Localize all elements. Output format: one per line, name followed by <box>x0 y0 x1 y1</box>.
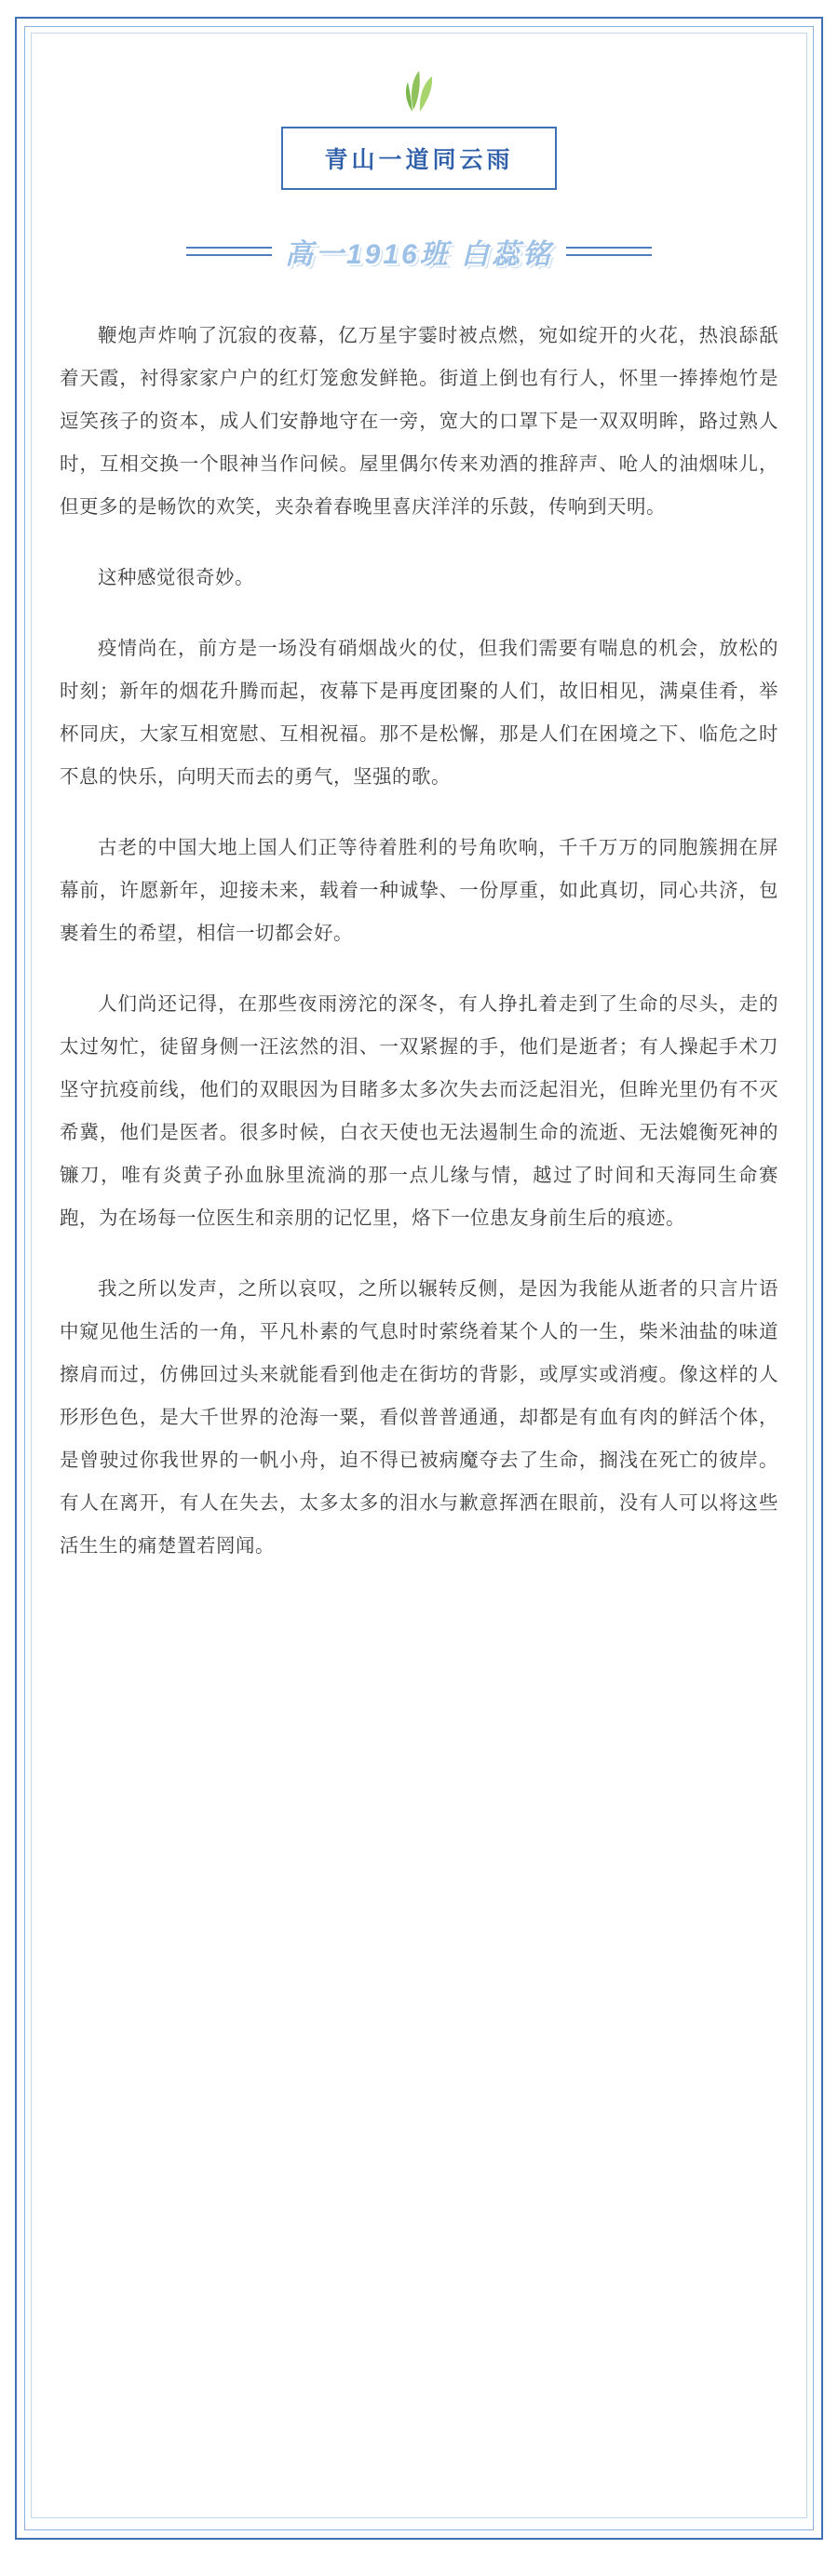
paragraph: 我之所以发声，之所以哀叹，之所以辗转反侧，是因为我能从逝者的只言片语中窥见他生活的一角，平凡朴素的气息时时萦绕着某个人的一生，柴米油盐的味道擦肩而过，仿佛回过头来就能看到他走在街坊的背影，或厚实或消瘦。像这样的人形形色色，是大千世界的沧海一粟，看似普普通通，却都是有血有肉的鲜活个体，是曾驶过你我世界的一帆小舟，迫不得已被病魔夺去了生命，搁浅在死亡的彼岸。有人在离开，有人在失去，太多太多的泪水与歉意挥洒在眼前，没有人可以将这些活生生的痛楚置若罔闻。 <box>60 1278 778 1557</box>
paragraph: 鞭炮声炸响了沉寂的夜幕，亿万星宇霎时被点燃，宛如绽开的火花，热浪舔舐着天霞，衬得家家户户的红灯笼愈发鲜艳。街道上倒也有行人，怀里一捧捧炮竹是逗笑孩子的资本，成人们安静地守在一旁，宽大的口罩下是一双双明眸，路过熟人时，互相交换一个眼神当作问候。屋里偶尔传来劝酒的推辞声、呛人的油烟味儿，但更多的是畅饮的欢笑，夹杂着春晚里喜庆洋洋的乐鼓，传响到天明。 <box>60 325 778 518</box>
subtitle: 高一1916班 白蕊铭 <box>284 239 554 270</box>
paragraph: 人们尚还记得，在那些夜雨滂沱的深冬，有人挣扎着走到了生命的尽头，走的太过匆忙，徒留身侧一汪泫然的泪、一双紧握的手，他们是逝者；有人操起手术刀坚守抗疫前线，他们的双眼因为目睹多太多次失去而泛起泪光，但眸光里仍有不灭希冀，他们是医者。很多时候，白衣天使也无法遏制生命的流逝、无法媲衡死神的镰刀，唯有炎黄子孙血脉里流淌的那一点儿缘与情，越过了时间和天海同生命赛跑，为在场每一位医生和亲朋的记忆里，烙下一位患友身前生后的痕迹。 <box>60 993 778 1229</box>
subtitle-row <box>60 231 778 272</box>
decorative-frame-inner <box>31 33 807 2518</box>
article-body <box>60 315 778 1568</box>
rule-right <box>566 246 652 257</box>
title-box <box>281 127 556 190</box>
paragraph: 古老的中国大地上国人们正等待着胜利的号角吹响，千千万万的同胞簇拥在屏幕前，许愿新年，迎接未来，载着一种诚挚、一份厚重，如此真切，同心共济，包裹着生的希望，相信一切都会好。 <box>60 837 778 944</box>
page-title: 青山一道同云雨 <box>324 147 514 173</box>
rule-left <box>186 246 272 257</box>
leaf-icon <box>391 67 447 124</box>
title-container <box>60 127 778 190</box>
paragraph: 疫情尚在，前方是一场没有硝烟战火的仗，但我们需要有喘息的机会，放松的时刻；新年的烟花升腾而起，夜幕下是再度团聚的人们，故旧相见，满桌佳肴，举杯同庆，大家互相宽慰、互相祝福。那不是松懈，那是人们在困境之下、临危之时不息的快乐，向明天而去的勇气，坚强的歌。 <box>60 638 778 788</box>
paragraph: 这种感觉很奇妙。 <box>98 567 254 588</box>
decorative-frame-middle <box>24 26 814 2530</box>
decorative-frame-outer <box>15 17 823 2540</box>
leaf-decoration <box>60 67 778 125</box>
